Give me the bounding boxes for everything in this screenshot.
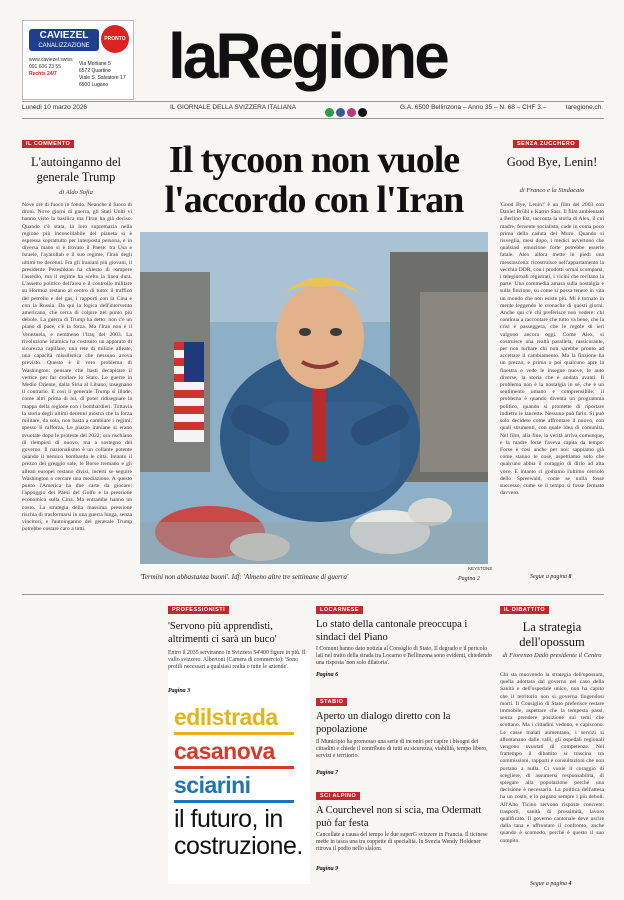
paper-tagline: IL GIORNALE DELLA SVIZZERA ITALIANA xyxy=(170,104,297,111)
opinion-body: Chi sta muovendo la strategia dell'opossum, quella adottata dal governo nel caso della Sanità e dell'ospedale unico, non ha capito che il territorio non si governa fingendosi morti. Il Consiglio di Stato preferisce restare immobile, aspettare che la tempesta passi, senza prendere posizione sui temi che scottano. Ma i cittadini vedono, e capiscono. Le casse malati aumentano, i servizi si allontanano dalle valli, gli ospedali regionali vengono svuotati di competenze. Nel frattempo il dibattito si trascina tra commissioni, rapporti e consultazioni che non portano a nulla. Ci vuole il coraggio di scegliere, di assumersi responsabilità, di spiegare alla popolazione perché una decisione è necessaria. La politica dell'attesa ha un costo, e lo pagano sempre i più deboli. All'Alto Ticino servono risposte concrete: trasporti, sanità di prossimità, lavoro qualificato. Il governo cantonale deve uscire dalla tana e affrontare il confronto, anche quando è scomodo, perché è questo il suo compito. xyxy=(500,672,604,844)
section-kicker: SENZA ZUCCHERO xyxy=(513,140,579,148)
ad-burst-badge xyxy=(101,25,134,70)
ad-slogan: il futuro, in costruzione. xyxy=(174,805,303,860)
lead-photo[interactable] xyxy=(140,232,488,564)
story-page-ref[interactable]: Pagina 6 xyxy=(316,672,339,678)
continue-page: 8 xyxy=(568,574,572,580)
story-text: Il Municipio ha promosso una serie di incontri per capire i bisogni dei cittadini e chiede il contributo di tutti su sicurezza, viabilità, tempo libero, servizi e territorio. xyxy=(316,739,488,760)
brand-edilstrada: edilstrada xyxy=(174,704,278,730)
column-body: 'Good Bye, Lenin!' è un film del 2003 con Daniel Brühl e Katrin Sass. Il film ambientato a Berlino Est, racconta la storia di Alex, il cui madre, fervente socialista, cade in coma poco prima della caduta del Muro. Quando si risveglia, mesi dopo, i medici avvertono che qualsiasi emozione forte potrebbe esserle fatale. Alex allora mette in piedi una messinscena: ricostruisce nell'appartamento la vecchia DDR, con i prodotti ormai scomparsi, i telegiornali registrati, i vicini che recitano la parte. Una commedia amara sulla nostalgia e sulla finzione, su come si possa tenere in vita un mondo che non esiste più. Mi è tornato in mente leggendo le cronache di questi giorni. Anche qui c'è chi preferisce non vedere: chi continua a raccontare che tutto va bene, che la crisi è passeggera, che le regole di ieri valgono ancora oggi. Come Alex, si costruisce una realtà parallela, rassicurante, per non turbare chi non sarebbe pronto ad accettare il cambiamento. Ma la finzione ha un prezzo, e prima o poi qualcuno apre la finestra e vede le insegne nuove, le auto diverse, la storia che è andata avanti. Il problema non è la nostalgia in sé, che è un sentimento umano e comprensibile; il problema è quando diventa un programma politico, quando si promette di riportare indietro le lancette. Nessuno può farlo. Si può solo decidere come affrontare il nuovo, con quali strumenti, con quale idea di comunità. Nel film, alla fine, la verità arriva comunque, e la madre forse l'aveva capita da tempo. Forse è così anche per noi: sappiamo già come stanno le cose, aspettiamo solo che qualcuno abbia il coraggio di dirlo ad alta voce. E intanto ci godiamo l'ultimo cetriolo dello Spreewald, come se nulla fosse successo, come se il tempo si fosse fermato davvero. xyxy=(500,202,604,497)
continue-link[interactable] xyxy=(530,881,572,887)
commentary-body: Nove ore di fuoco in fondo. Neanche il fuoco di droni. Nove giorni di guerra, gli Stati Uniti vi hanno visto la basilica ma l'Iran ha già deciso. Quando c'è stata, la loro supremazia nella regione più inconciliabile del pianeta si è espressa soprattutto per interposta persona, e in diversa mano si è trovato il Paese: tra Usa e Israele, l'ayatollah e il suo regime, l'Iran degli ultimi tre decenni. Fra gli iraniani più giovani, il presidente Pezeshkian ha chiesto di rompere l'assedio, ma il regime ha scelto la linea dura. L'assetto politico dell'area e il controllo militare su Hormuz restano al centro di tutto: il traffico del petrolio e del gas, i rapporti con la Cina e con la Russia. Da qui la logica dell'intervento americano, che cerca di colpire nel punto più debole. La guerra di Trump ha detto: non c'è un piano di pace, c'è la forza. Ma l'Iran non è il Venezuela, e nemmeno l'Iraq del 2003. La rivoluzione islamica ha costruito un apparato di sicurezza capillare, una rete di milizie alleate, una capacità missilistica che nessuno aveva previsto. Questo è il vero problema di Washington: pensare che basti decapitare il vertice per far crollare lo Stato. Le guerre in Medio Oriente, dalla Siria al Libano, insegnano il contrario. E così il generale Trump si illude, come altri prima di lui, di poter ridisegnare la mappa della regione con i bombardieri. Tuttavia la storia degli ultimi decenni mostra che la forza militare, da sola, non basta a cambiare i regimi; spesso li rafforza. Le piazze iraniane si erano svuotate dopo le proteste del 2022; ora rischiano di riempirsi di nuovo, ma a sostegno del governo. Il nazionalismo è un collante potente quando il nemico bombarda le città. Intanto il prezzo del greggio sale, le Borse tremano e gli alleati europei restano divisi, incerti se seguire Washington o cercare una mediazione. A questo punto l'America ha due carte da giocare: l'appoggio dei Paesi del Golfo e la pressione economica sulla Cina. Ma entrambe hanno un costo. La strategia della massima pressione rischia di trasformarsi in una guerra lunga, senza vincitori, e l'autoinganno del generale Trump potrebbe costare caro a tutti. xyxy=(22,202,132,533)
story-title[interactable]: Lo stato della cantonale preoccupa i sindaci del Piano xyxy=(316,619,468,643)
divider xyxy=(22,118,604,119)
continue-page: 4 xyxy=(568,881,572,887)
ad-logo xyxy=(29,29,99,51)
story-title[interactable]: Aperto un dialogo diretto con la popolazione xyxy=(316,711,451,735)
ad-contact xyxy=(29,57,73,78)
masthead-logo[interactable]: laRegione xyxy=(168,20,447,92)
commentary-title[interactable]: L'autoinganno del generale Trump xyxy=(30,155,122,184)
brand-bar xyxy=(174,766,294,769)
story-text: Entro il 2035 serviranno in Svizzera 54'400 figure in più. Il vallo svizzero. Albertoni (Camera di commercio): 'Sono profili necessari a qualsiasi realtà o tutte le aziende'. xyxy=(168,650,306,671)
ad-address-1: Via Moriiane 5 xyxy=(79,61,111,67)
section-kicker: IL DIBATTITO xyxy=(500,606,549,614)
facebook-icon[interactable] xyxy=(336,108,345,117)
ad-address-2: Viale S. Salvatore 17 xyxy=(79,75,126,81)
section-kicker: SCI ALPINO xyxy=(316,792,360,800)
carnival-float-image xyxy=(140,232,488,564)
commentary-byline: di Aldo Sofia xyxy=(59,189,93,196)
opinion-byline: di Fiorenzo Dadò presidente il Centro xyxy=(502,652,602,659)
advertisement-builders[interactable] xyxy=(168,652,310,884)
social-icons xyxy=(325,104,369,122)
story-text: I Comuni hanno dato notizia al Consiglio di Stato. Il degrado e il pericolo lati nel tratto della strada tra Locarno e Bellinzona sono evidenti, chiedendo una risposta 'non solo dilatoria'. xyxy=(316,646,492,667)
story-title[interactable]: A Courchevel non si scia, ma Odermatt può far festa xyxy=(316,805,482,829)
ad-addresses xyxy=(79,61,126,89)
brand-sciarini: sciarini xyxy=(174,772,251,798)
story-page-ref[interactable]: Pagina 7 xyxy=(316,770,339,776)
opinion-title[interactable]: La strategia dell'opossum xyxy=(519,620,585,649)
story-text: Cancellate a causa del tempo le due superG svizzere in Francia. Il ticinese mette in tasca una tra coppette di specialità. In Svezia Wendy Holdener ritrova il podio nello slalom. xyxy=(316,832,488,853)
divider xyxy=(22,594,604,595)
whatsapp-icon[interactable] xyxy=(325,108,334,117)
ad-brand: CAVIEZEL xyxy=(39,30,89,41)
photo-caption: 'Termini non abbastanza buoni'. Idf: 'Almeno altre tre settimane di guerra' xyxy=(140,573,349,581)
brand-casanova: casanova xyxy=(174,738,275,764)
photo-credit: KEYSTONE xyxy=(468,566,493,571)
ad-phone: 091 606 23 55 xyxy=(29,64,61,70)
brand-bar xyxy=(174,732,294,735)
instagram-icon[interactable] xyxy=(347,108,356,117)
column-byline: di Franco e la Sindacato xyxy=(519,187,585,194)
section-kicker: IL COMMENTO xyxy=(22,140,74,148)
main-headline[interactable]: Il tycoon non vuole l'accordo con l'Iran xyxy=(164,139,464,221)
brand-bar xyxy=(174,800,294,803)
continue-label: Segue a pagina xyxy=(530,881,567,887)
section-kicker: STABIO xyxy=(316,698,347,706)
story-title[interactable]: 'Servono più apprendisti, altrimenti ci sarà un buco' xyxy=(168,621,277,645)
caption-page-ref[interactable]: Pagina 2 xyxy=(458,576,480,582)
section-kicker: LOCARNESE xyxy=(316,606,363,614)
ad-brand-sub: CANALIZZAZIONE xyxy=(38,43,90,49)
advertisement-caviezel[interactable] xyxy=(22,20,134,100)
x-icon[interactable] xyxy=(358,108,367,117)
website-link[interactable]: laregione.ch xyxy=(566,104,602,111)
story-page-ref[interactable]: Pagina 9 xyxy=(316,866,339,872)
dateline xyxy=(22,104,604,114)
section-kicker: PROFESSIONISTI xyxy=(168,606,229,614)
ad-address-1b: 6572 Quartino xyxy=(79,68,111,74)
ad-web: www.caviezel.swiss xyxy=(29,57,73,63)
ad-tagline: Rechts 24/7 xyxy=(29,71,57,77)
issue-info: G.A. 6500 Bellinzona – Anno 35 – N. 68 – CHF 3.– xyxy=(400,104,547,111)
divider xyxy=(22,101,604,102)
continue-label: Segue a pagina xyxy=(530,574,567,580)
story-page-ref[interactable]: Pagina 3 xyxy=(168,688,191,694)
column-title[interactable]: Good Bye, Lenin! xyxy=(506,155,598,169)
continue-link[interactable] xyxy=(530,574,572,580)
ad-burst-text: PRONTO INTERVENTO xyxy=(101,36,134,70)
ad-address-2b: 6900 Lugano xyxy=(79,82,109,88)
issue-date: Lunedì 10 marzo 2026 xyxy=(22,104,88,111)
